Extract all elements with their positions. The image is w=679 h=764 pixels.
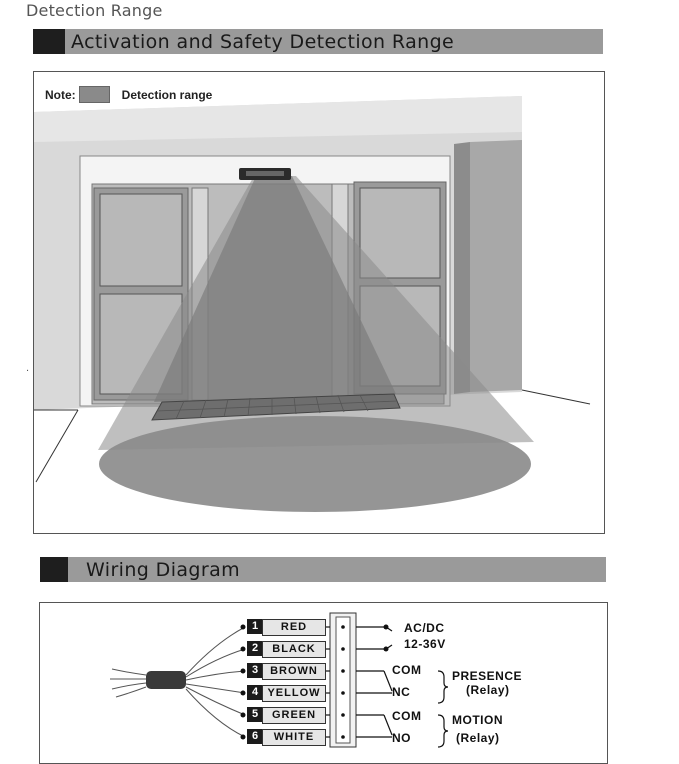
wire-label-brown: BROWN — [262, 663, 326, 680]
section-marker — [40, 557, 68, 582]
wire-label-red: RED — [262, 619, 326, 636]
wire-number: 4 — [247, 685, 263, 700]
power-voltage: 12-36V — [404, 637, 446, 651]
wire-number: 5 — [247, 707, 263, 722]
wire-label-yellow: YELLOW — [262, 685, 326, 702]
detection-range-illustration: Note: Detection range . — [33, 71, 605, 534]
wire-number: 2 — [247, 641, 263, 656]
section-header-detection — [33, 29, 603, 54]
detection-swatch — [79, 86, 110, 103]
wire-label-black: BLACK — [262, 641, 326, 658]
note-legend-text: Detection range — [121, 87, 213, 102]
presence-label: PRESENCE — [452, 669, 523, 683]
motion-relay: (Relay) — [456, 731, 500, 745]
section-header-wiring — [40, 557, 606, 582]
presence-relay: (Relay) — [466, 683, 510, 697]
motion-com: COM — [392, 709, 422, 723]
motion-label: MOTION — [452, 713, 503, 727]
wiring-diagram — [39, 602, 608, 764]
presence-com: COM — [392, 663, 422, 677]
door-illustration — [34, 72, 604, 533]
note-label: Note: — [45, 87, 76, 102]
wire-label-white: WHITE — [262, 729, 326, 746]
wire-number: 6 — [247, 729, 263, 744]
section-title: Activation and Safety Detection Range — [71, 30, 455, 53]
section-title: Wiring Diagram — [86, 558, 241, 581]
wire-number: 3 — [247, 663, 263, 678]
page-heading: Detection Range — [26, 1, 163, 20]
wire-label-green: GREEN — [262, 707, 326, 724]
presence-nc: NC — [392, 685, 411, 699]
legend-note — [45, 86, 212, 103]
motion-no: NO — [392, 731, 411, 745]
power-label: AC/DC — [404, 621, 445, 635]
wire-number: 1 — [247, 619, 263, 634]
section-marker — [33, 29, 65, 54]
